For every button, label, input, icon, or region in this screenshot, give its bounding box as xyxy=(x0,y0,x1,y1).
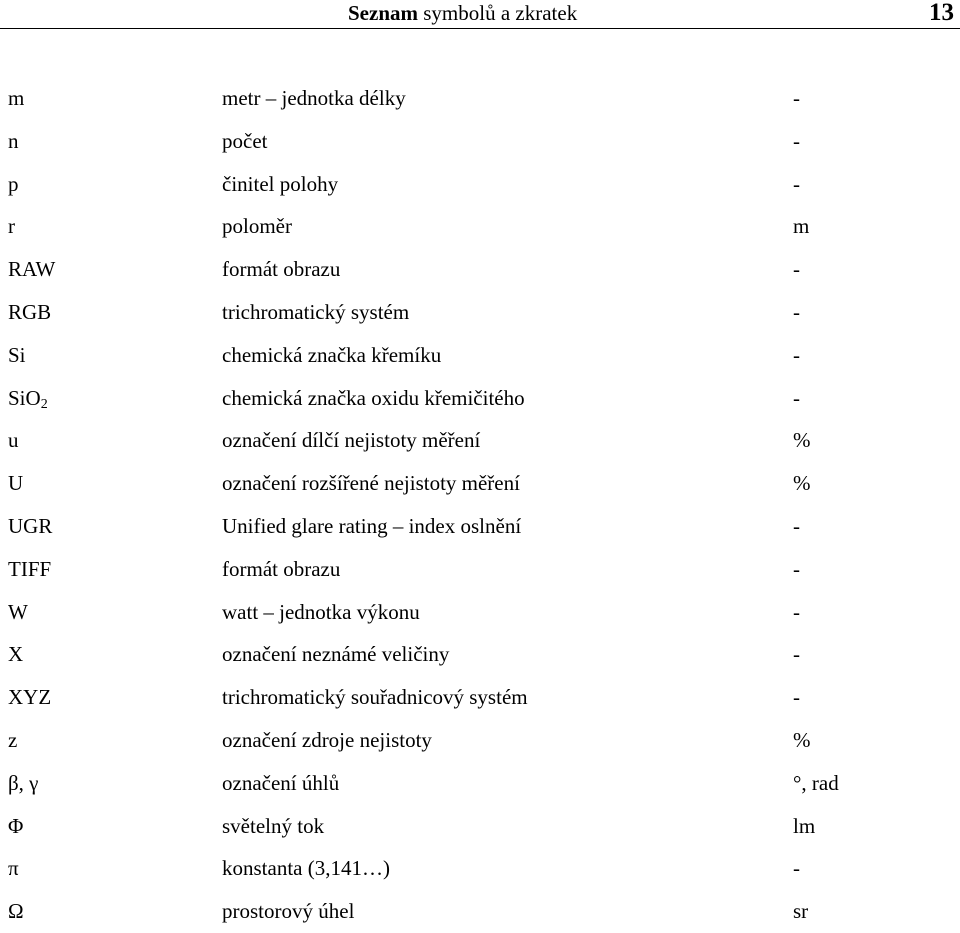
symbol: RAW xyxy=(8,257,56,282)
symbol-description: watt – jednotka výkonu xyxy=(222,599,420,624)
symbol: β, γ xyxy=(8,770,39,795)
symbol-row xyxy=(0,377,960,420)
symbol-row xyxy=(0,633,960,676)
symbol-unit: °, rad xyxy=(793,770,839,795)
symbol-description: světelný tok xyxy=(222,813,325,838)
symbol-unit: - xyxy=(793,385,800,410)
symbol-description: trichromatický souřadnicový systém xyxy=(222,685,528,710)
symbol-row xyxy=(0,805,960,848)
symbol-description: označení rozšířené nejistoty měření xyxy=(222,471,520,496)
symbol-unit: - xyxy=(793,171,800,196)
symbol-row xyxy=(0,719,960,762)
symbol-unit: lm xyxy=(793,813,816,838)
symbol-row xyxy=(0,591,960,634)
symbol-unit: - xyxy=(793,299,800,324)
symbol-row xyxy=(0,77,960,120)
page-title-bold: Seznam xyxy=(348,1,418,25)
symbol-base: SiO xyxy=(8,385,41,410)
symbol-unit: - xyxy=(793,685,800,710)
symbol: Si xyxy=(8,342,26,367)
symbol-row xyxy=(0,334,960,377)
symbol-description: Unified glare rating – index oslnění xyxy=(222,513,522,538)
symbol-subscript: 2 xyxy=(40,396,48,412)
symbol: Ω xyxy=(8,899,24,924)
symbol-row xyxy=(0,120,960,163)
symbol-row xyxy=(0,762,960,805)
symbol-unit: - xyxy=(793,599,800,624)
symbol-row xyxy=(0,248,960,291)
symbol: π xyxy=(8,856,19,881)
symbol-row xyxy=(0,548,960,591)
symbol-unit: % xyxy=(793,428,811,453)
symbol-unit: - xyxy=(793,128,800,153)
symbol: z xyxy=(8,727,18,752)
symbol-description: označení úhlů xyxy=(222,770,340,795)
symbol-description: označení dílčí nejistoty měření xyxy=(222,428,481,453)
page-header xyxy=(0,0,960,29)
symbol-unit: - xyxy=(793,642,800,667)
symbol-unit: m xyxy=(793,214,810,239)
symbol xyxy=(8,377,48,420)
symbol-description: počet xyxy=(222,128,268,153)
symbol-unit: % xyxy=(793,471,811,496)
symbol-row xyxy=(0,291,960,334)
symbol-description: chemická značka křemíku xyxy=(222,342,442,367)
symbol-description: chemická značka oxidu křemičitého xyxy=(222,385,525,410)
symbol-description: označení neznámé veličiny xyxy=(222,642,450,667)
symbol-unit: sr xyxy=(793,899,809,924)
symbol-row xyxy=(0,505,960,548)
symbol: u xyxy=(8,428,19,453)
symbol-row xyxy=(0,205,960,248)
page-title-rest: symbolů a zkratek xyxy=(418,1,578,25)
symbol-description: činitel polohy xyxy=(222,171,339,196)
symbol: RGB xyxy=(8,299,52,324)
symbol: TIFF xyxy=(8,556,52,581)
symbol: X xyxy=(8,642,24,667)
symbol: r xyxy=(8,214,15,239)
symbol-description: formát obrazu xyxy=(222,556,341,581)
symbol-description: konstanta (3,141…) xyxy=(222,856,390,881)
symbol: p xyxy=(8,171,19,196)
symbol-description: metr – jednotka délky xyxy=(222,86,406,110)
symbol-row xyxy=(0,419,960,462)
symbol-unit: - xyxy=(793,257,800,282)
symbol-unit: - xyxy=(793,342,800,367)
symbol-row xyxy=(0,462,960,505)
symbol-unit: - xyxy=(793,513,800,538)
symbol-description: označení zdroje nejistoty xyxy=(222,727,432,752)
symbol-row xyxy=(0,847,960,890)
symbol-description: poloměr xyxy=(222,214,292,239)
symbol: Φ xyxy=(8,813,24,838)
page-number: 13 xyxy=(929,0,954,26)
symbol-description: trichromatický systém xyxy=(222,299,410,324)
symbol-row xyxy=(0,890,960,933)
symbol-list xyxy=(0,77,960,933)
symbol-unit: - xyxy=(793,856,800,881)
symbol-row xyxy=(0,676,960,719)
symbol-unit: % xyxy=(793,727,811,752)
symbol-unit: - xyxy=(793,86,800,110)
symbol: W xyxy=(8,599,28,624)
symbol: m xyxy=(8,86,25,110)
symbol-unit: - xyxy=(793,556,800,581)
symbol: n xyxy=(8,128,19,153)
symbol-row xyxy=(0,163,960,206)
symbol: U xyxy=(8,471,24,496)
symbol-description: prostorový úhel xyxy=(222,899,355,924)
page-title xyxy=(348,0,577,26)
symbol-description: formát obrazu xyxy=(222,257,341,282)
symbol: XYZ xyxy=(8,685,52,710)
symbol: UGR xyxy=(8,513,53,538)
